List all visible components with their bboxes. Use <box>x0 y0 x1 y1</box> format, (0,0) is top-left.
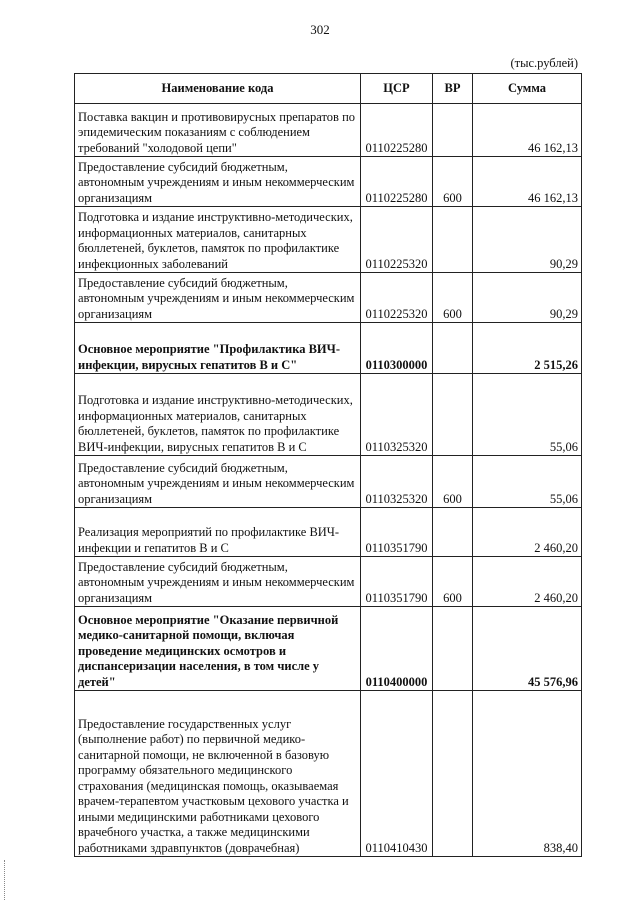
row-sum: 55,06 <box>473 374 582 456</box>
row-sum: 45 576,96 <box>473 607 582 691</box>
row-sum: 2 460,20 <box>473 508 582 557</box>
row-csr: 0110300000 <box>361 323 433 374</box>
table-row <box>75 456 582 508</box>
row-name: Основное мероприятие "Профилактика ВИЧ-инфекции, вирусных гепатитов В и С" <box>75 323 361 374</box>
row-name: Подготовка и издание инструктивно-методических, информационных материалов, санитарных бюллетеней, буклетов, памяток по профилактике ВИЧ-инфекции, вирусных гепатитов В и С <box>75 374 361 456</box>
row-name: Поставка вакцин и противовирусных препаратов по эпидемическим показаниям с соблюдением требований "холодовой цепи" <box>75 104 361 157</box>
row-vr <box>433 323 473 374</box>
row-sum: 2 515,26 <box>473 323 582 374</box>
row-csr: 0110225280 <box>361 157 433 207</box>
header-csr: ЦСР <box>361 74 433 104</box>
row-vr: 600 <box>433 273 473 323</box>
row-sum: 90,29 <box>473 273 582 323</box>
table-row <box>75 374 582 456</box>
row-name: Предоставление государственных услуг (выполнение работ) по первичной медико-санитарной помощи, не включенной в базовую программу обязательного медицинского страхования (медицинская помощь, оказываемая врачем-терапевтом участковым цехового участка и иными медицинскими работниками цехового врачебного участка, а также медицинскими работниками здравпунктов (доврачебная) <box>75 691 361 857</box>
row-csr: 0110325320 <box>361 374 433 456</box>
row-csr: 0110225320 <box>361 273 433 323</box>
row-vr <box>433 607 473 691</box>
row-sum: 46 162,13 <box>473 104 582 157</box>
table-row <box>75 508 582 557</box>
table-header-row <box>75 74 582 104</box>
row-name: Предоставление субсидий бюджетным, автономным учреждениям и иным некоммерческим организациям <box>75 157 361 207</box>
table-row <box>75 207 582 273</box>
row-name: Предоставление субсидий бюджетным, автономным учреждениям и иным некоммерческим организациям <box>75 456 361 508</box>
scan-margin-mark <box>4 860 6 900</box>
row-vr <box>433 508 473 557</box>
row-vr: 600 <box>433 557 473 607</box>
row-name: Основное мероприятие "Оказание первичной медико-санитарной помощи, включая проведение медицинских осмотров и диспансеризации населения, в том числе у детей" <box>75 607 361 691</box>
row-sum: 2 460,20 <box>473 557 582 607</box>
row-sum: 46 162,13 <box>473 157 582 207</box>
header-name: Наименование кода <box>75 74 361 104</box>
budget-table <box>74 73 582 857</box>
row-csr: 0110351790 <box>361 508 433 557</box>
row-vr <box>433 207 473 273</box>
table-row <box>75 557 582 607</box>
table-row <box>75 157 582 207</box>
row-vr: 600 <box>433 456 473 508</box>
row-csr: 0110400000 <box>361 607 433 691</box>
row-sum: 55,06 <box>473 456 582 508</box>
row-csr: 0110225320 <box>361 207 433 273</box>
row-vr <box>433 374 473 456</box>
table-row <box>75 273 582 323</box>
row-csr: 0110225280 <box>361 104 433 157</box>
table-row <box>75 323 582 374</box>
row-name: Подготовка и издание инструктивно-методических, информационных материалов, санитарных бюллетеней, буклетов, памяток по профилактике инфекционных заболеваний <box>75 207 361 273</box>
row-sum: 90,29 <box>473 207 582 273</box>
page-number: 302 <box>310 22 330 37</box>
header-sum: Сумма <box>473 74 582 104</box>
row-name: Предоставление субсидий бюджетным, автономным учреждениям и иным некоммерческим организациям <box>75 557 361 607</box>
table-row <box>75 104 582 157</box>
row-name: Предоставление субсидий бюджетным, автономным учреждениям и иным некоммерческим организациям <box>75 273 361 323</box>
row-vr <box>433 691 473 857</box>
row-vr <box>433 104 473 157</box>
row-csr: 0110351790 <box>361 557 433 607</box>
row-csr: 0110410430 <box>361 691 433 857</box>
row-csr: 0110325320 <box>361 456 433 508</box>
table-row <box>75 607 582 691</box>
row-name: Реализация мероприятий по профилактике ВИЧ-инфекции и гепатитов В и С <box>75 508 361 557</box>
table-row <box>75 691 582 857</box>
units-label: (тыс.рублей) <box>510 56 578 70</box>
row-sum: 838,40 <box>473 691 582 857</box>
header-vr: ВР <box>433 74 473 104</box>
row-vr: 600 <box>433 157 473 207</box>
